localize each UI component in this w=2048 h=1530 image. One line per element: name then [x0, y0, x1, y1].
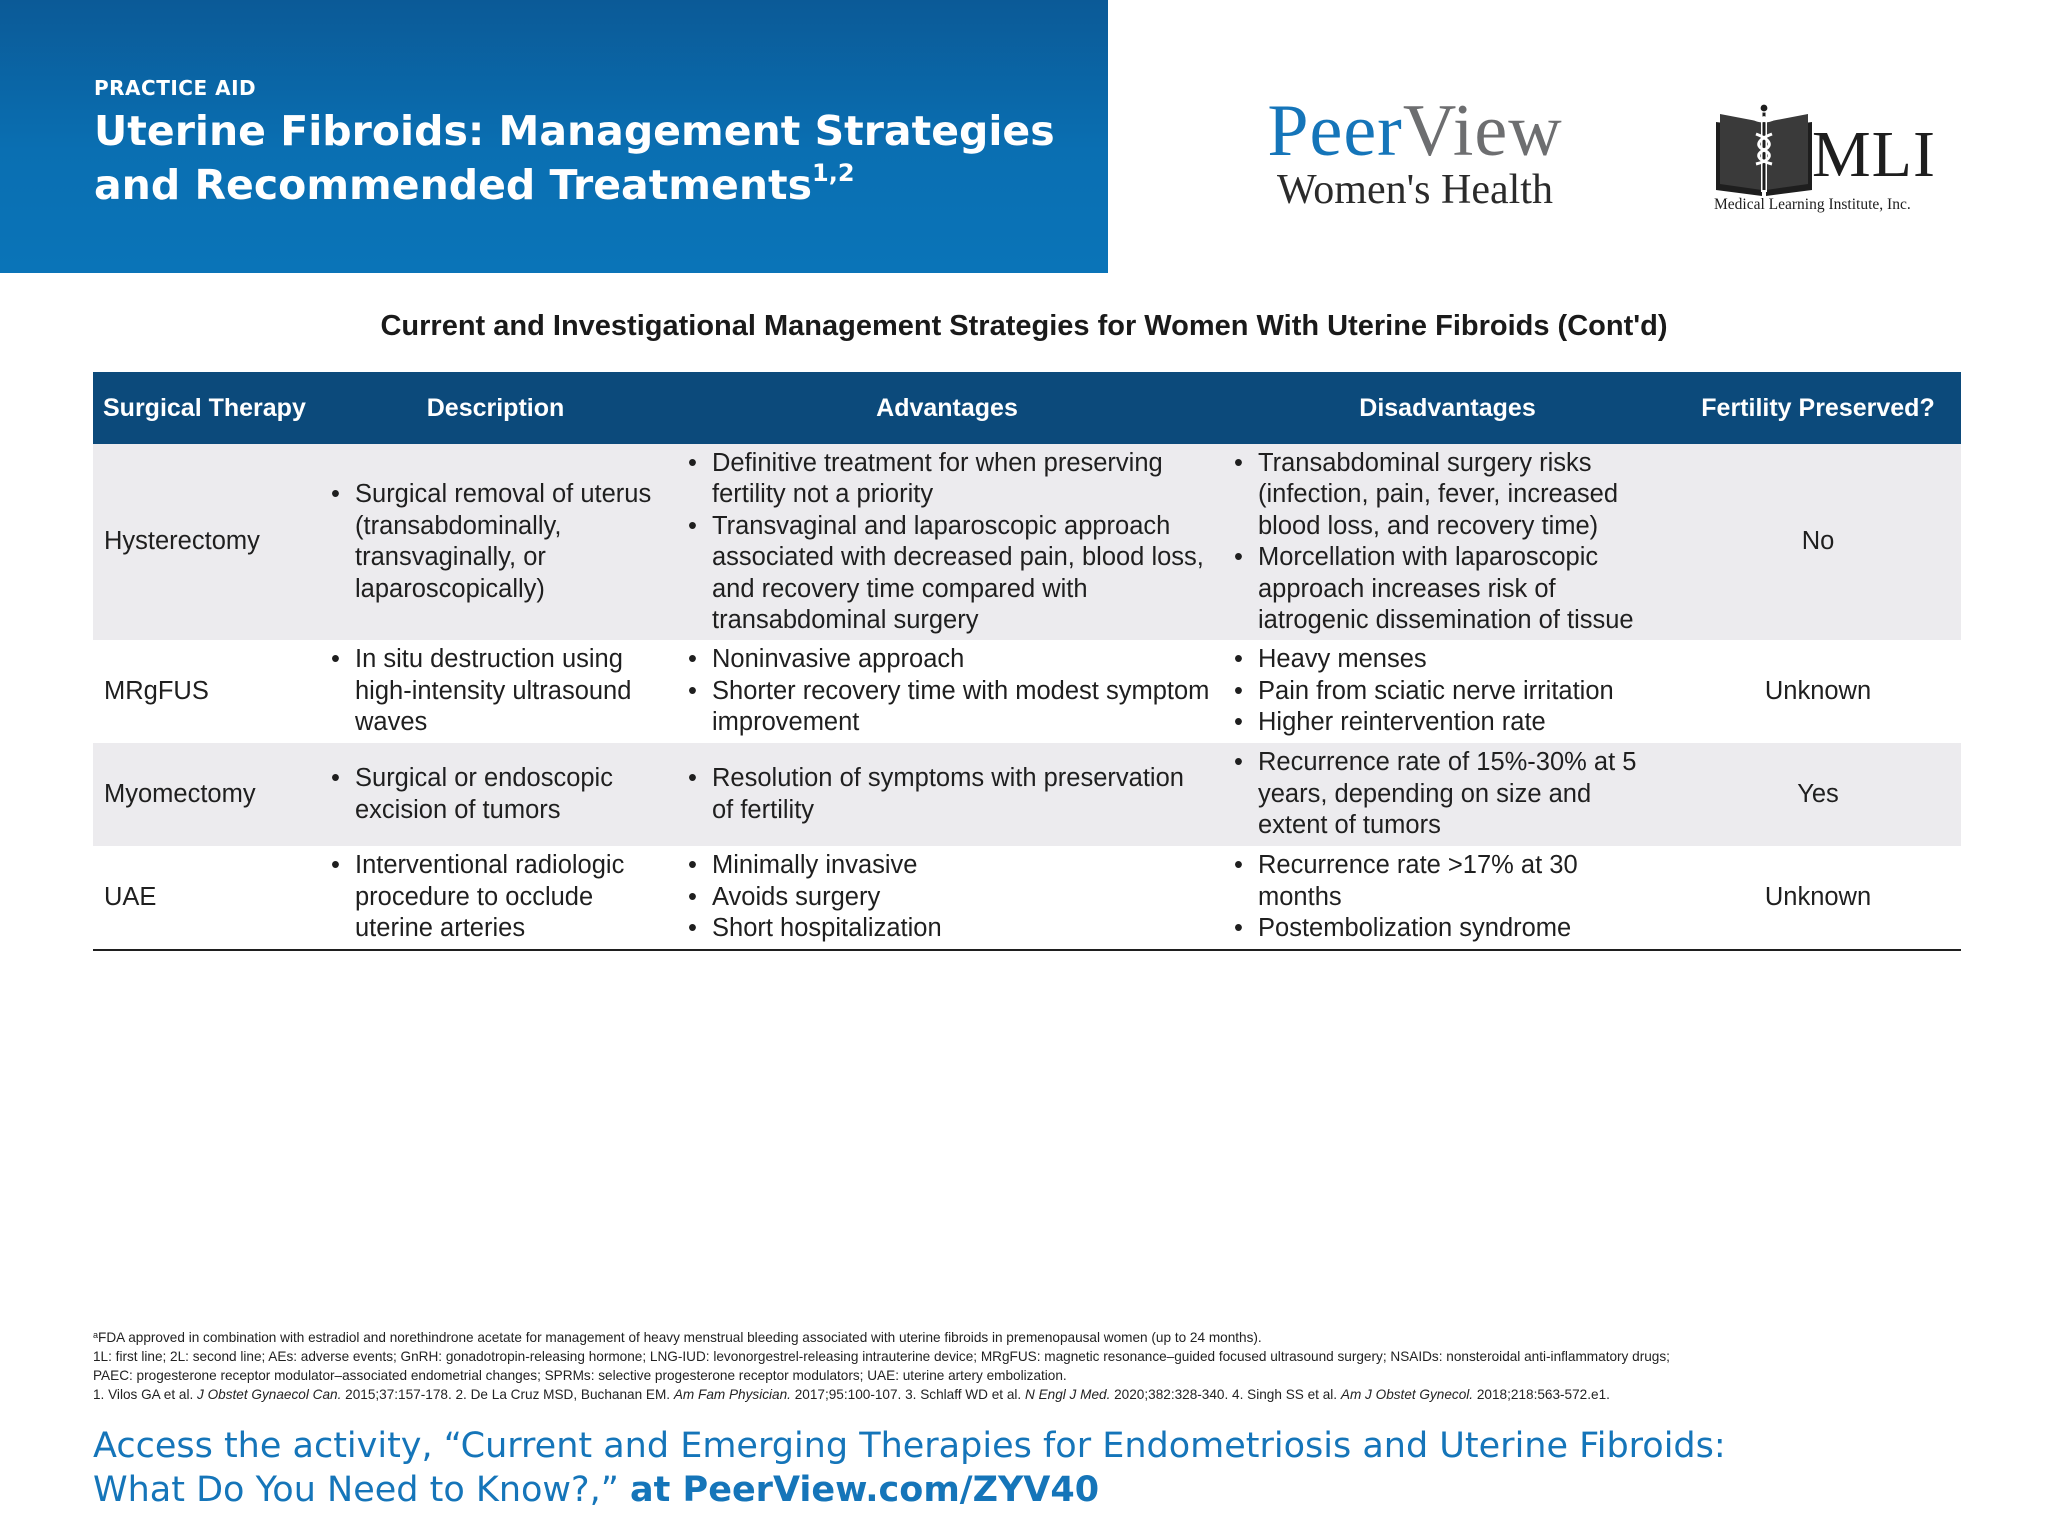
disadvantages-cell [1220, 640, 1675, 743]
reference-journal: N Engl J Med. [1024, 1387, 1111, 1402]
disadvantages-cell [1220, 444, 1675, 640]
reference-authors: 1. Vilos GA et al. [93, 1387, 198, 1402]
therapy-cell: Myomectomy [93, 743, 317, 846]
title-references: 1,2 [812, 159, 855, 187]
therapy-cell: MRgFUS [104, 676, 209, 705]
fertility-cell: No [1675, 444, 1961, 640]
reference-citation: 2017;95:100-107. [790, 1387, 906, 1402]
table-row [93, 846, 1961, 950]
management-strategies-table [93, 372, 1961, 951]
disadvantages-cell [1220, 743, 1675, 846]
cta-line-2 [93, 1468, 1893, 1512]
mli-logo [1710, 96, 1942, 220]
therapy-cell: UAE [104, 882, 157, 911]
table-header-row [93, 372, 1961, 444]
header-advantages: Advantages [674, 372, 1220, 444]
reference-2 [456, 1387, 906, 1402]
description-item: • Surgical or endoscopic excision of tumors [327, 763, 664, 826]
disadvantage-item: • Heavy menses [1230, 644, 1665, 676]
peerview-word-view: View [1402, 90, 1563, 172]
cta-activity-title-end: What Do You Need to Know?,” [93, 1470, 631, 1510]
reference-authors: 2. De La Cruz MSD, Buchanan EM. [455, 1387, 674, 1402]
advantage-item: • Avoids surgery [684, 882, 1210, 914]
reference-4 [1232, 1387, 1610, 1402]
disadvantage-item: • Higher reintervention rate [1230, 707, 1665, 739]
mli-tagline: Medical Learning Institute, Inc. [1714, 196, 1911, 213]
description-item: • Interventional radiologic procedure to occlude uterine arteries [327, 850, 664, 945]
peerview-subtitle: Women's Health [1277, 167, 1553, 213]
abbreviations-line-1: 1L: first line; 2L: second line; AEs: adverse events; GnRH: gonadotropin-releasing hormone; LNG-IUD: levonorgestrel-releasing intrauterine device; MRgFUS: magnetic resonance–guided focused ultrasound surgery; NSAIDs: nonsteroidal anti-inflammatory drugs; [93, 1349, 1670, 1364]
description-item: • In situ destruction using high-intensity ultrasound waves [327, 644, 664, 739]
advantages-cell [674, 743, 1220, 846]
advantage-item: • Short hospitalization [684, 913, 1210, 945]
advantage-item: • Resolution of symptoms with preservation of fertility [684, 763, 1210, 826]
mli-wordmark: MLI [1812, 118, 1936, 191]
peerview-word-peer: Peer [1267, 90, 1403, 172]
disadvantage-item: • Transabdominal surgery risks (infection, pain, fever, increased blood loss, and recovery time) [1230, 448, 1665, 543]
disadvantages-cell [1220, 846, 1675, 950]
disadvantage-item: • Postembolization syndrome [1230, 913, 1665, 945]
practice-aid-label: PRACTICE AID [94, 76, 257, 100]
therapy-cell: Hysterectomy [93, 444, 317, 640]
advantage-item: • Noninvasive approach [684, 644, 1210, 676]
reference-journal: J Obstet Gynaecol Can. [197, 1387, 342, 1402]
header-description: Description [317, 372, 674, 444]
advantages-cell [674, 444, 1220, 640]
description-cell [317, 846, 674, 950]
peerview-wordmark [1250, 92, 1580, 170]
fertility-cell: Unknown [1764, 676, 1872, 705]
reference-journal: Am J Obstet Gynecol. [1340, 1387, 1474, 1402]
disadvantage-item: • Recurrence rate >17% at 30 months [1230, 850, 1665, 913]
footnote-a [93, 1328, 1973, 1347]
cta-line-1: Access the activity, “Current and Emerging Therapies for Endometriosis and Uterine Fibroids: [93, 1426, 1726, 1466]
disadvantage-item: • Morcellation with laparoscopic approach increases risk of iatrogenic dissemination of tissue [1230, 542, 1665, 637]
reference-journal: Am Fam Physician. [673, 1387, 791, 1402]
reference-3 [905, 1387, 1232, 1402]
reference-1 [93, 1387, 456, 1402]
table-row [93, 444, 1961, 640]
reference-authors: 4. Singh SS et al. [1232, 1387, 1341, 1402]
fertility-cell: Yes [1675, 743, 1961, 846]
table-title: Current and Investigational Management Strategies for Women With Uterine Fibroids (Cont'd) [380, 310, 1668, 342]
disadvantage-item: • Recurrence rate of 15%-30% at 5 years, depending on size and extent of tumors [1230, 747, 1665, 842]
activity-link[interactable]: at PeerView.com/ZYV40 [630, 1470, 1100, 1510]
reference-authors: 3. Schlaff WD et al. [905, 1387, 1025, 1402]
reference-citation: 2020;382:328-340. [1110, 1387, 1233, 1402]
abbreviations-line-2: PAEC: progesterone receptor modulator–associated endometrial changes; SPRMs: selective progesterone receptor modulators; UAE: uterine artery embolization. [93, 1368, 1067, 1383]
reference-citation: 2018;218:563-572.e1. [1473, 1387, 1610, 1402]
page-title-line2: and Recommended Treatments [94, 161, 813, 209]
advantage-item: • Shorter recovery time with modest symptom improvement [684, 676, 1210, 739]
header-surgical-therapy: Surgical Therapy [93, 372, 317, 444]
table-row [93, 743, 1961, 846]
disadvantage-item: • Pain from sciatic nerve irritation [1230, 676, 1665, 708]
advantages-cell [674, 846, 1220, 950]
description-cell [317, 444, 674, 640]
peerview-logo [1250, 92, 1580, 212]
page-title-line1: Uterine Fibroids: Management Strategies [94, 107, 1055, 155]
book-caduceus-icon [1714, 100, 1814, 196]
fertility-cell: Unknown [1764, 882, 1872, 911]
footnote-a-text: FDA approved in combination with estradiol and norethindrone acetate for management of heavy menstrual bleeding associated with uterine fibroids in premenopausal women (up to 24 months). [98, 1330, 1262, 1345]
table-row [93, 640, 1961, 743]
footnote-a-mark: a [93, 1330, 99, 1340]
references [93, 1385, 1973, 1404]
description-cell [317, 743, 674, 846]
advantage-item: • Definitive treatment for when preserving fertility not a priority [684, 448, 1210, 511]
page-title [94, 104, 1094, 212]
reference-citation: 2015;37:157-178. [341, 1387, 456, 1402]
advantage-item: • Transvaginal and laparoscopic approach associated with decreased pain, blood loss, and recovery time compared with transabdominal surgery [684, 511, 1210, 637]
description-item: • Surgical removal of uterus (transabdominally, transvaginally, or laparoscopically) [327, 479, 664, 605]
header-band [0, 0, 1108, 273]
description-cell [317, 640, 674, 743]
header-disadvantages: Disadvantages [1220, 372, 1675, 444]
footnotes [93, 1328, 1973, 1404]
activity-call-to-action [93, 1424, 1893, 1512]
header-fertility-preserved: Fertility Preserved? [1675, 372, 1961, 444]
advantages-cell [674, 640, 1220, 743]
advantage-item: • Minimally invasive [684, 850, 1210, 882]
